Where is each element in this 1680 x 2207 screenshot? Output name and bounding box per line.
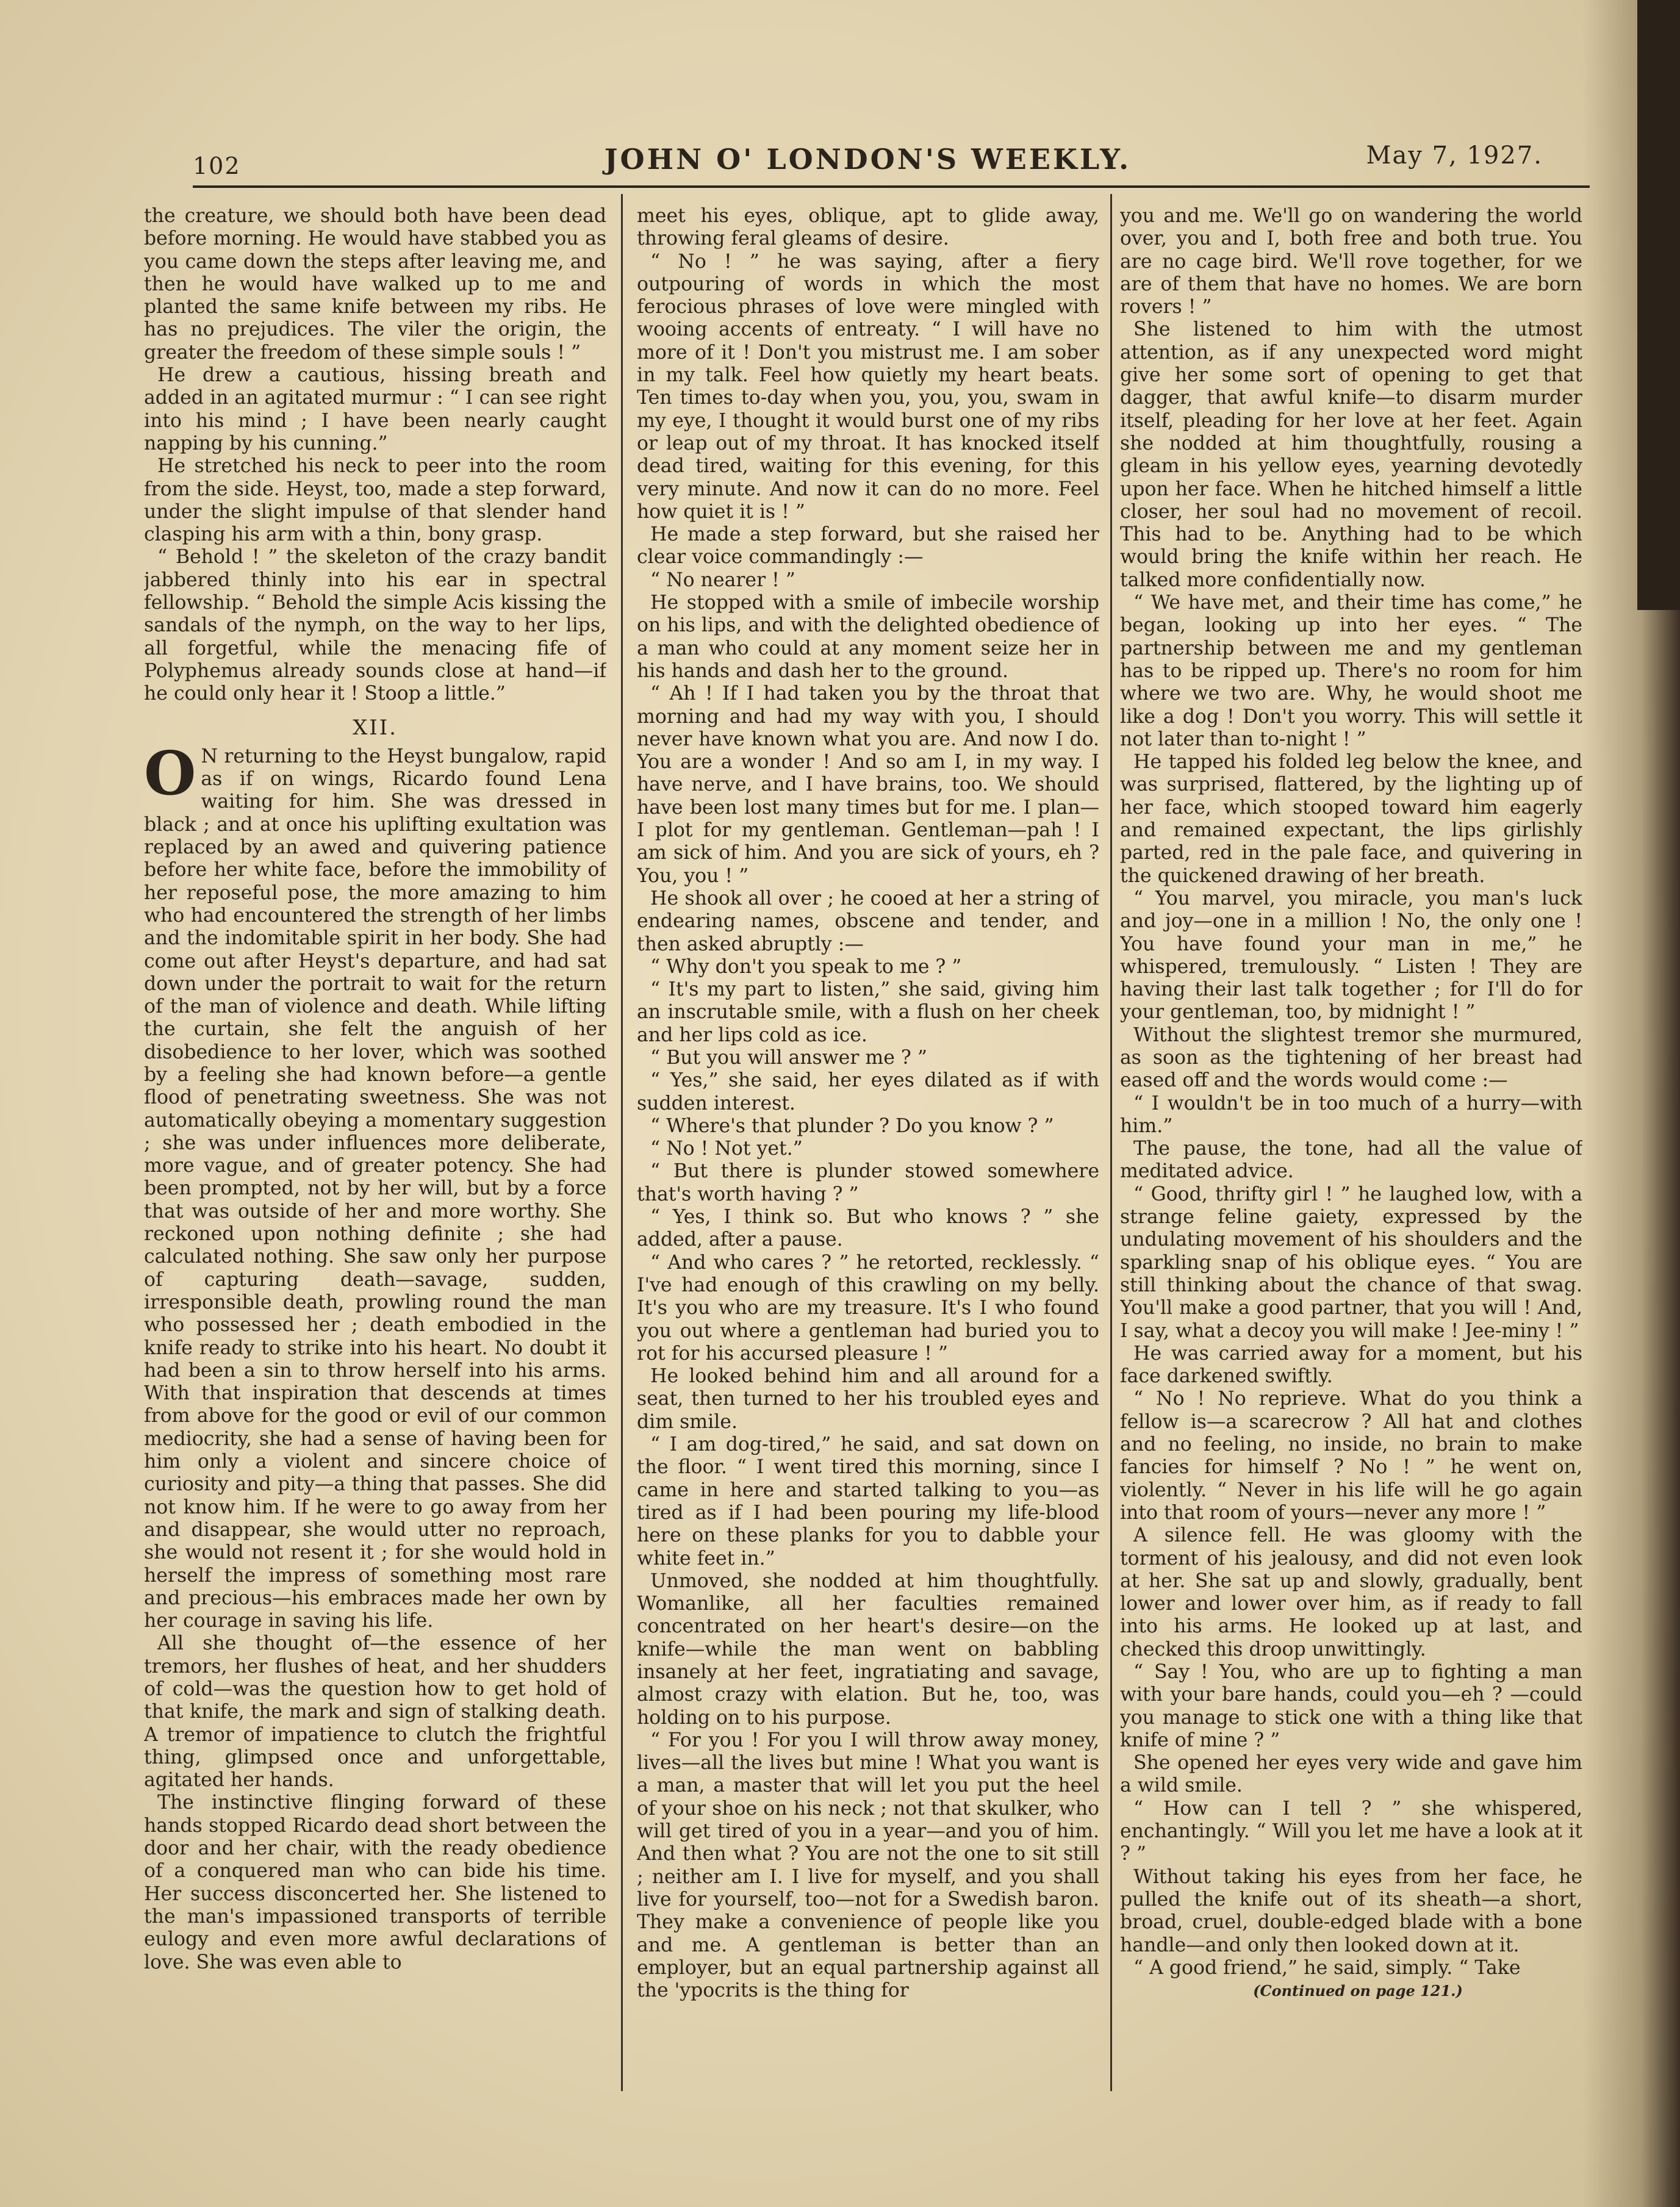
paragraph: “ It's my part to listen,” she said, giving him an inscrutable smile, with a flush on her cheek and her lips cold as ice.: [637, 978, 1099, 1046]
paragraph: “ Where's that plunder ? Do you know ? ”: [650, 1114, 1054, 1137]
paragraph: Without the slightest tremor she murmured, as soon as the tightening of her breast had eased off and the words would come :—: [1120, 1024, 1582, 1092]
paragraph: He was carried away for a moment, but his face darkened swiftly.: [1120, 1342, 1582, 1388]
paragraph: He stretched his neck to peer into the room from the side. Heyst, too, made a step forward, under the slight impulse of that slender hand clasping his arm with a thin, bony grasp.: [144, 455, 606, 546]
paragraph: “ Yes, I think so. But who knows ? ” she added, after a pause.: [637, 1206, 1099, 1251]
continuation-note: (Continued on page 121.): [1253, 1982, 1463, 2000]
paragraph: “ Behold ! ” the skeleton of the crazy bandit jabbered thinly into his ear in spectral fellowship. “ Behold the simple Acis kissing the sandals of the nymph, on the way to her lips, all forgetful, while the menacing fife of Polyphemus already sounds close at hand—if he could only hear it ! Stoop a little.”: [144, 546, 606, 705]
paragraph: “ No ! ” he was saying, after a fiery outpouring of words in which the most ferocious phrases of love were mingled with wooing accents of entreaty. “ I will have no more of it ! Don't you mistrust me. I am sober in my talk. Feel how quietly my heart beats. Ten times to-day when you, you, you, swam in my eye, I thought it would burst one of my ribs or leap out of my throat. It has knocked itself dead tired, waiting for this evening, for this very minute. And now it can do no more. Feel how quiet it is ! ”: [637, 250, 1099, 523]
paragraph: The pause, the tone, had all the value of meditated advice.: [1120, 1138, 1582, 1183]
paragraph: “ We have met, and their time has come,” he began, looking up into her eyes. “ The partnership between me and my gentleman has to be ripped up. There's no room for him where we two are. Why, he would shoot me like a dog ! Don't you worry. This will settle it not later than to-night ! ”: [1120, 592, 1582, 750]
header-rule: [193, 185, 1590, 188]
paragraph: “ No nearer ! ”: [650, 569, 795, 591]
paragraph: meet his eyes, oblique, apt to glide away, throwing feral gleams of desire.: [637, 205, 1099, 250]
paragraph: “ Yes,” she said, her eyes dilated as if with sudden interest.: [637, 1069, 1099, 1114]
paragraph: the creature, we should both have been dead before morning. He would have stabbed you as you came down the steps after leaving me, and then he would have walked up to me and planted the same knife between my ribs. He has no prejudices. The viler the origin, the greater the freedom of these simple souls ! ”: [144, 205, 606, 364]
page-number: 102: [193, 153, 241, 179]
text-column-3: [1120, 205, 1582, 2120]
chapter-heading: XII.: [353, 715, 398, 740]
paragraph-text: N returning to the Heyst bungalow, rapid as if on wings, Ricardo found Lena waiting for him. She was dressed in black ; and at once his uplifting exultation was replaced by an awed and quivering patience before her white face, before the immobility of her reposeful pose, the more amazing to him who had encountered the strength of her limbs and the indomitable spirit in her body. She had come out after Heyst's departure, and had sat down under the portrait to wait for the return of the man of violence and death. While lifting the curtain, she felt the anguish of her disobedience to her lover, which was soothed by a feeling she had known before—a gentle flood of penetrating sweetness. She was not automatically obeying a momentary suggestion ; she was under influences more deliberate, more vague, and of greater potency. She had been prompted, not by her will, but by a force that was outside of her and more worthy. She reckoned upon nothing definite ; she had calculated nothing. She saw only her purpose of capturing death—savage, sudden, irresponsible death, prowling round the man who possessed her ; death embodied in the knife ready to strike into his heart. No doubt it had been a sin to throw herself into his arms. With that inspiration that descends at times from above for the good or evil of our common mediocrity, she had a sense of having been for him only a violent and sincere choice of curiosity and pity—a thing that passes. She did not know him. If he were to go away from her and disappear, she would utter no reproach, she would not resent it ; for she would hold in herself the impress of something most rare and precious—his embraces made her own by her courage in saving his life.: [144, 745, 606, 1632]
paragraph: He drew a cautious, hissing breath and added in an agitated murmur : “ I can see right into his mind ; I have been nearly caught napping by his cunning.”: [144, 364, 606, 454]
column-rule-2: [1110, 194, 1112, 2091]
paragraph: “ I am dog-tired,” he said, and sat down on the floor. “ I went tired this morning, since I came in here and started talking to you—as tired as if I had been pouring my life-blood here on these planks for you to dabble your white feet in.”: [637, 1434, 1099, 1570]
paragraph: She opened her eyes very wide and gave him a wild smile.: [1120, 1752, 1582, 1797]
paragraph: A silence fell. He was gloomy with the torment of his jealousy, and did not even look at her. She sat up and slowly, gradually, bent lower and lower over him, as if ready to fall into his arms. He looked up at last, and checked this droop unwittingly.: [1120, 1524, 1582, 1660]
paragraph: “ No ! Not yet.”: [650, 1138, 803, 1160]
paragraph: “ How can I tell ? ” she whispered, enchantingly. “ Will you let me have a look at it ? ”: [1120, 1797, 1582, 1865]
paragraph: “ No ! No reprieve. What do you think a fellow is—a scarecrow ? All hat and clothes and no feeling, no inside, no brain to make fancies for himself ? No ! ” he went on, violently. “ Never in his life will he go again into that room of yours—never any more ! ”: [1120, 1388, 1582, 1524]
column-rule-1: [621, 194, 623, 2091]
paragraph: He made a step forward, but she raised her clear voice commandingly :—: [637, 523, 1099, 569]
paragraph: “ And who cares ? ” he retorted, recklessly. “ I've had enough of this crawling on my belly. It's you who are my treasure. It's I who found you out where a gentleman had buried you to rot for his accursed pleasure ! ”: [637, 1251, 1099, 1365]
page-binding-edge: [1637, 0, 1680, 610]
paragraph: The instinctive flinging forward of these hands stopped Ricardo dead short between the door and her chair, with the ready obedience of a conquered man who can bide his time. Her success disconcerted her. She listened to the man's impassioned transports of terrible eulogy and even more awful declarations of love. She was even able to: [144, 1792, 606, 1973]
text-column-1: [144, 205, 606, 2120]
text-column-2: [637, 205, 1099, 2120]
paragraph: She listened to him with the utmost attention, as if any unexpected word might give her some sort of opening to get that dagger, that awful knife—to disarm murder itself, pleading for her love at her feet. Again she nodded at him thoughtfully, rousing a gleam in his yellow eyes, yearning devotedly upon her face. When he hitched himself a little closer, her soul had no movement of recoil. This had to be. Anything had to be which would bring the knife within her reach. He talked more confidentially now.: [1120, 318, 1582, 591]
paragraph: “ But there is plunder stowed somewhere that's worth having ? ”: [637, 1160, 1099, 1205]
masthead-title: JOHN O' LONDON'S WEEKLY.: [604, 143, 1132, 176]
paragraph: “ Say ! You, who are up to fighting a man with your bare hands, could you—eh ? —could you manage to stick one with a thing like that knife of mine ? ”: [1120, 1661, 1582, 1751]
paragraph: “ For you ! For you I will throw away money, lives—all the lives but mine ! What you want is a man, a master that will let you put the heel of your shoe on his neck ; not that skulker, who will get tired of you in a year—and you of him. And then what ? You are not the one to sit still ; neither am I. I live for myself, and you shall live for yourself, too—not for a Swedish baron. They make a convenience of people like you and me. A gentleman is better than an employer, but an equal partnership against all the 'ypocrits is the thing for: [637, 1729, 1099, 2002]
paragraph: Unmoved, she nodded at him thoughtfully. Womanlike, all her faculties remained concentrated on her heart's desire—on the knife—while the man went on babbling insanely at her feet, ingratiating and savage, almost crazy with elation. But he, too, was holding on to his purpose.: [637, 1570, 1099, 1729]
paragraph: “ Ah ! If I had taken you by the throat that morning and had my way with you, I should never have known what you are. And now I do. You are a wonder ! And so am I, in my way. I have nerve, and I have brains, too. We should have been lost many times but for me. I plan—I plot for my gentleman. Gentleman—pah ! I am sick of him. And you are sick of yours, eh ? You, you ! ”: [637, 683, 1099, 887]
paragraph: All she thought of—the essence of her tremors, her flushes of heat, and her shudders of cold—was the question how to get hold of that knife, the mark and sign of stalking death. A tremor of impatience to clutch the frightful thing, glimpsed once and unforgettable, agitated her hands.: [144, 1632, 606, 1792]
chapter-opening-paragraph: [144, 738, 606, 1633]
issue-date: May 7, 1927.: [1366, 142, 1543, 170]
paragraph: “ You marvel, you miracle, you man's luck and joy—one in a million ! No, the only one ! You have found your man in me,” he whispered, tremulously. “ Listen ! They are having their last talk together ; for I'll do for your gentleman, too, by midnight ! ”: [1120, 887, 1582, 1024]
paragraph: “ But you will answer me ? ”: [650, 1046, 927, 1069]
paragraph: “ A good friend,” he said, simply. “ Take: [1133, 1956, 1521, 1979]
drop-cap: O: [144, 738, 196, 809]
paragraph: He shook all over ; he cooed at her a string of endearing names, obscene and tender, and then asked abruptly :—: [637, 887, 1099, 955]
paragraph: “ Good, thrifty girl ! ” he laughed low, with a strange feline gaiety, expressed by the undulating movement of his shoulders and the sparkling snap of his oblique eyes. “ You are still thinking about the chance of that swag. You'll make a good partner, that you will ! And, I say, what a decoy you will make ! Jee-miny ! ”: [1120, 1183, 1582, 1342]
paragraph: He tapped his folded leg below the knee, and was surprised, flattered, by the lighting up of her face, which stooped toward him eagerly and remained expectant, the lips girlishly parted, red in the pale face, and quivering in the quickened drawing of her breath.: [1120, 751, 1582, 887]
paragraph: He stopped with a smile of imbecile worship on his lips, and with the delighted obedience of a man who could at any moment seize her in his hands and dash her to the ground.: [637, 592, 1099, 682]
paragraph: Without taking his eyes from her face, he pulled the knife out of its sheath—a short, broad, cruel, double-edged blade with a bone handle—and only then looked down at it.: [1120, 1865, 1582, 1956]
paragraph: He looked behind him and all around for a seat, then turned to her his troubled eyes and dim smile.: [637, 1365, 1099, 1433]
page-header: [193, 135, 1543, 184]
paragraph: you and me. We'll go on wandering the world over, you and I, both free and both true. You are no cage bird. We'll rove together, for we are of them that have no homes. We are born rovers ! ”: [1120, 205, 1582, 318]
paragraph: “ I wouldn't be in too much of a hurry—with him.”: [1120, 1092, 1582, 1137]
paragraph: “ Why don't you speak to me ? ”: [650, 955, 962, 978]
